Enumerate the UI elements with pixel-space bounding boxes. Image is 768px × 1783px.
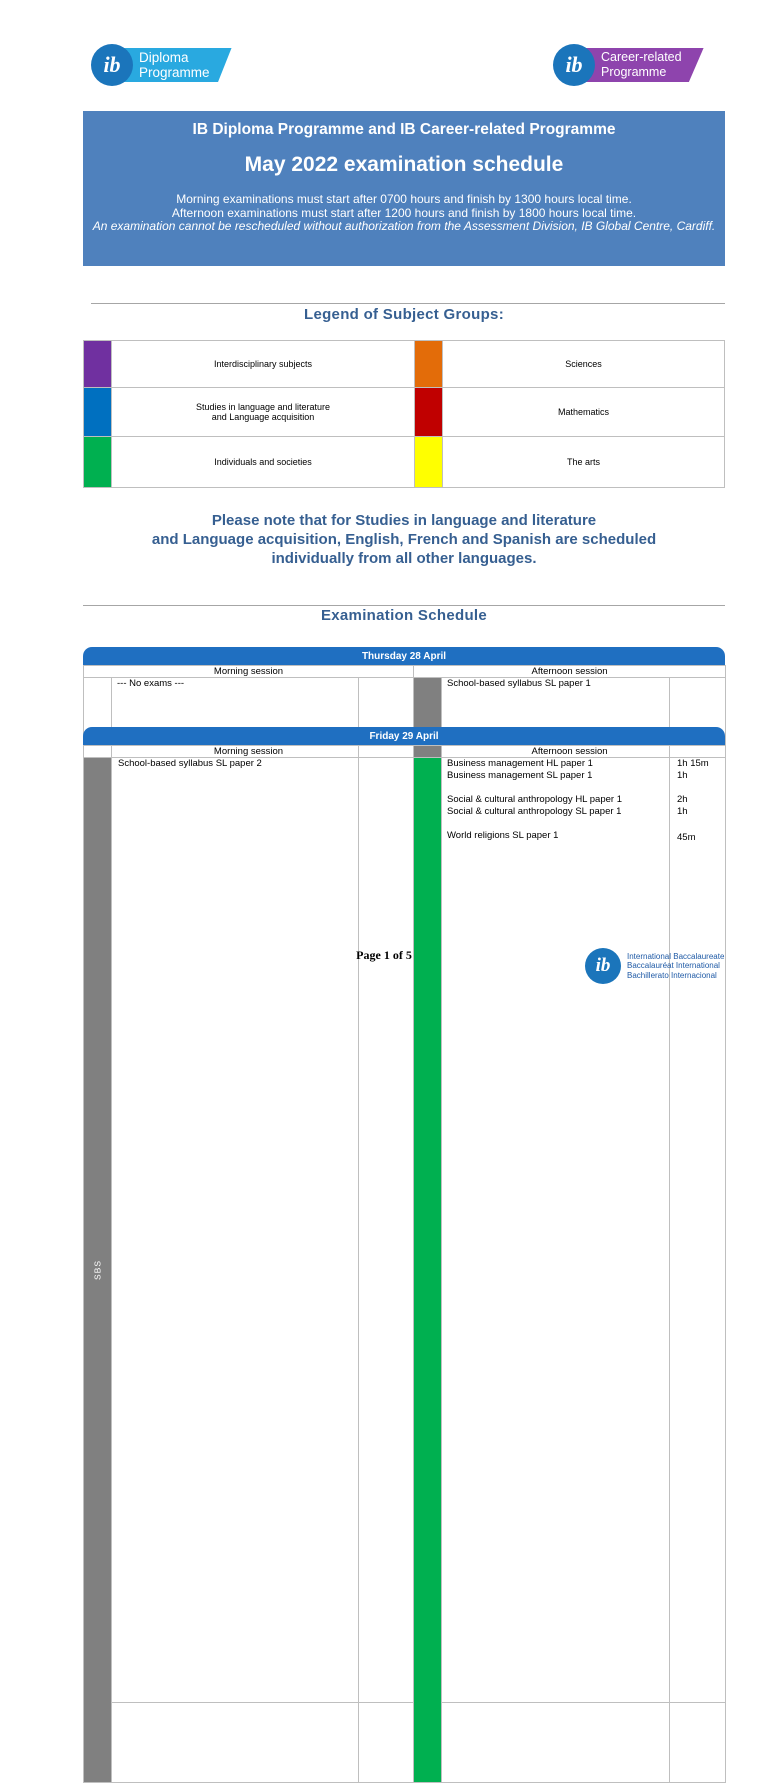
legend-row: [84, 437, 725, 488]
morning-session-label: Morning session: [84, 746, 414, 758]
afternoon-group-cell: [414, 758, 442, 1783]
diploma-programme-logo: [91, 44, 232, 86]
legend-title: Legend of Subject Groups:: [83, 306, 725, 323]
exam-entry: Social & cultural anthropology HL paper 1: [447, 794, 669, 806]
ib-logo-mark: ib: [553, 44, 595, 86]
exam-duration: 1h: [677, 806, 725, 818]
afternoon-exams: [442, 758, 670, 1783]
exam-entry: Social & cultural anthropology SL paper 1: [447, 806, 669, 818]
legend-label: Mathematics: [443, 388, 725, 437]
swatch-interdisciplinary: [84, 341, 112, 388]
ib-logo-mark: ib: [585, 948, 621, 984]
day-block-friday: [83, 727, 725, 1783]
day-header: Friday 29 April: [83, 727, 725, 745]
session-header-row: [84, 746, 726, 758]
session-table: [83, 745, 726, 1783]
morning-session-label: Morning session: [84, 666, 414, 678]
afternoon-session-label: Afternoon session: [414, 666, 726, 678]
legend-label: Sciences: [443, 341, 725, 388]
swatch-mathematics: [415, 388, 443, 437]
morning-exams: School-based syllabus SL paper 2: [112, 758, 359, 1783]
divider: [91, 303, 725, 304]
ib-footer-logo: [585, 948, 724, 984]
ib-logo-mark: ib: [91, 44, 133, 86]
career-related-programme-logo: [553, 44, 704, 86]
exam-row: [84, 758, 726, 1783]
session-header-row: [84, 666, 726, 678]
legend-row: [84, 341, 725, 388]
afternoon-exams: School-based syllabus SL paper 1: [442, 678, 670, 1703]
afternoon-durations: [670, 758, 726, 1783]
swatch-individuals-societies: [84, 437, 112, 488]
header-notes: Morning examinations must start after 0700 hours and finish by 1300 hours local time. Afternoon examinations must start after 1200 hours and finish by 1800 hours local time. An examination cannot be rescheduled without authorization from the Assessment Division, IB Global Centre, Cardiff.: [83, 193, 725, 234]
legend-label: The arts: [443, 437, 725, 488]
ib-organisation-names: International Baccalaureate Baccalauréat International Bachillerato Internacional: [627, 952, 724, 981]
swatch-arts: [415, 437, 443, 488]
swatch-sciences: [415, 341, 443, 388]
exam-duration: 1h 15m: [677, 758, 725, 770]
day-header: Thursday 28 April: [83, 647, 725, 665]
swatch-language: [84, 388, 112, 437]
page-title: May 2022 examination schedule: [83, 153, 725, 177]
page-number: Page 1 of 5: [0, 948, 768, 963]
morning-group-cell: SBS: [84, 758, 112, 1783]
divider: [83, 605, 725, 606]
morning-exams: --- No exams ---: [112, 678, 359, 1703]
schedule-title: Examination Schedule: [83, 607, 725, 624]
exam-duration: 1h: [677, 770, 725, 782]
legend-label: Interdisciplinary subjects: [112, 341, 415, 388]
exam-duration: 2h: [677, 794, 725, 806]
legend-label: Individuals and societies: [112, 437, 415, 488]
afternoon-session-label: Afternoon session: [414, 746, 726, 758]
legend-row: [84, 388, 725, 437]
exam-duration: 45m: [677, 832, 725, 844]
morning-durations: [359, 758, 414, 1783]
header-programmes: IB Diploma Programme and IB Career-related Programme: [83, 121, 725, 139]
exam-entry: Business management SL paper 1: [447, 770, 669, 782]
header-box: [83, 111, 725, 266]
exam-entry: World religions SL paper 1: [447, 830, 669, 842]
career-banner: Career-related Programme: [581, 48, 704, 82]
language-note: Please note that for Studies in language and literature and Language acquisition, English, French and Spanish are scheduled individually from all other languages.: [83, 511, 725, 568]
exam-entry: Business management HL paper 1: [447, 758, 669, 770]
legend-label: Studies in language and literature and Language acquisition: [112, 388, 415, 437]
legend-table: [83, 340, 725, 488]
diploma-banner: Diploma Programme: [119, 48, 232, 82]
